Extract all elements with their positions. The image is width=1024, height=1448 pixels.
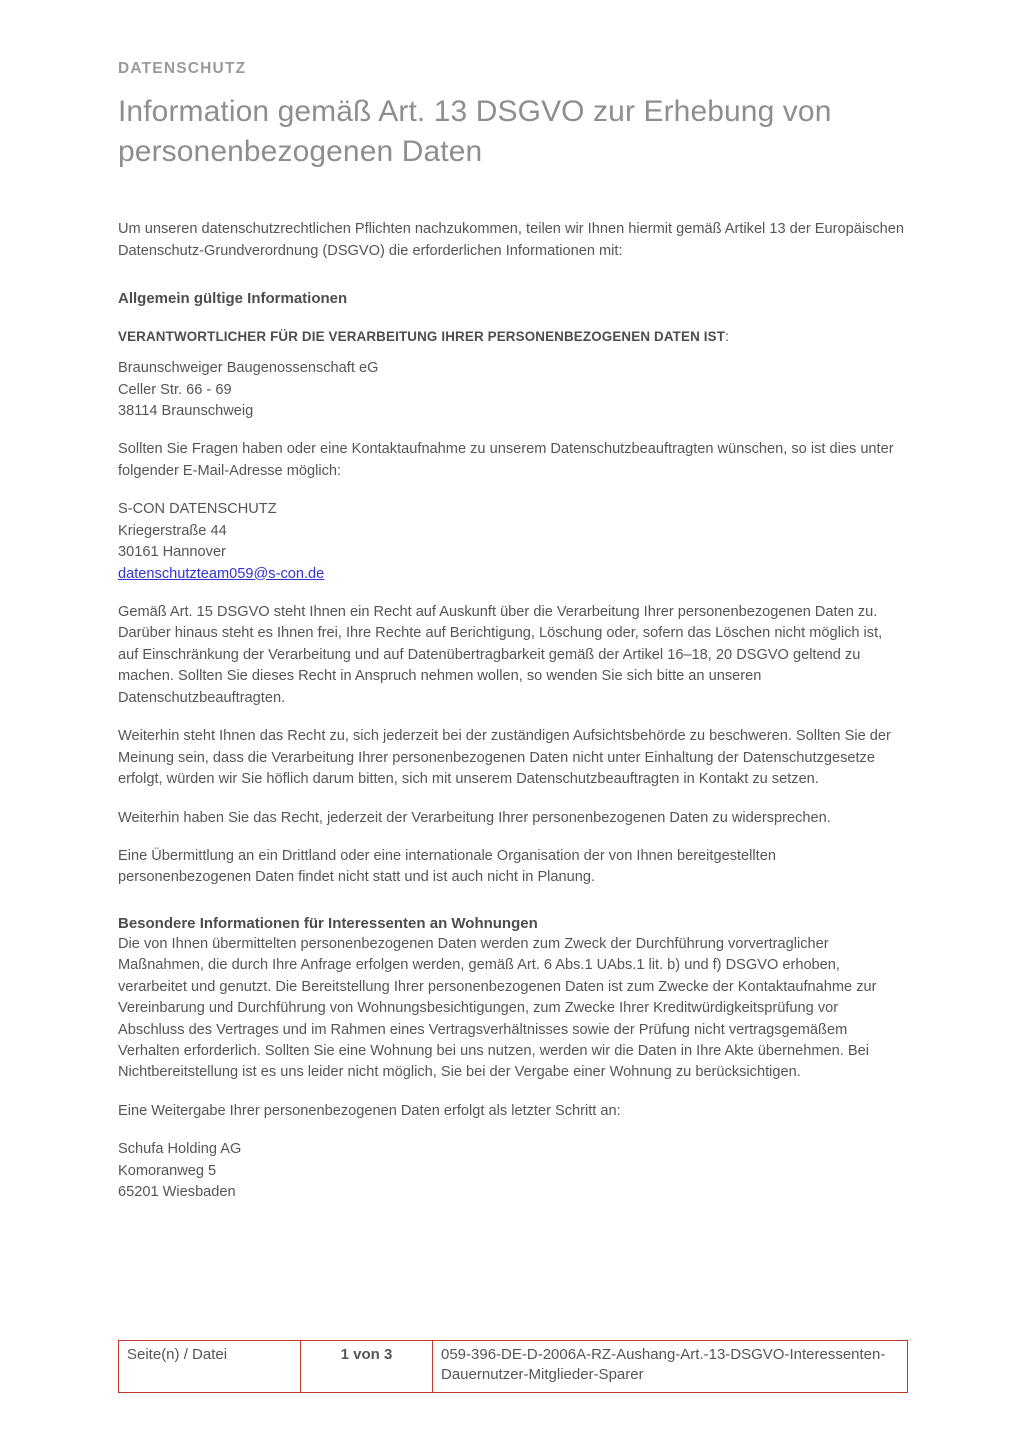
dpo-address-line2: Kriegerstraße 44 — [118, 522, 227, 539]
controller-address-line1: Braunschweiger Baugenossenschaft eG — [118, 360, 379, 377]
dpo-intro-paragraph: Sollten Sie Fragen haben oder eine Kontaktaufnahme zu unserem Datenschutzbeauftragten wünschen, so ist dies unter folgender E-Mail-Adresse möglich: — [118, 441, 894, 479]
paragraph-complaint: Weiterhin steht Ihnen das Recht zu, sich jederzeit bei der zuständigen Aufsichtsbehörde zu beschweren. Sollten Sie der Meinung sein, dass die Verarbeitung Ihrer personenbezogenen Daten nicht unter Einhaltung der Datenschutzgesetze erfolgt, würden wir Sie höflich darum bitten, sich mit unserem Datenschutzbeauftragten in Kontakt zu setzen. — [118, 728, 891, 788]
document-eyebrow: DATENSCHUTZ — [118, 60, 247, 77]
controller-address — [118, 358, 906, 422]
footer-label: Seite(n) / Datei — [119, 1341, 301, 1393]
footer-file-name: 059-396-DE-D-2006A-RZ-Aushang-Art.-13-DSGVO-Interessenten-Dauernutzer-Mitglieder-Sparer — [433, 1341, 908, 1393]
schufa-address-line1: Schufa Holding AG — [118, 1141, 242, 1158]
paragraph-objection: Weiterhin haben Sie das Recht, jederzeit der Verarbeitung Ihrer personenbezogenen Daten zu widersprechen. — [118, 809, 831, 826]
schufa-address-line2: Komoranweg 5 — [118, 1162, 217, 1179]
footer-page-number: 1 von 3 — [301, 1341, 433, 1393]
paragraph-interested: Die von Ihnen übermittelten personenbezogenen Daten werden zum Zweck der Durchführung vorvertraglicher Maßnahmen, die durch Ihre Anfrage erfolgen werden, gemäß Art. 6 Abs.1 UAbs.1 lit. b) und f) DSGVO erhoben, verarbeitet und genutzt. Die Bereitstellung Ihrer personenbezogenen Daten ist zum Zwecke der Kontaktaufnahme zur Vereinbarung und Durchführung von Wohnungsbesichtigungen, zum Zwecke Ihrer Kreditwürdigkeitsprüfung vor Abschluss des Vertrages und im Rahmen eines Vertragsverhältnisses sowie der Prüfung nicht vertragsgemäßem Verhalten erforderlich. Sollten Sie eine Wohnung bei uns nutzen, werden wir die Daten in Ihre Akte übernehmen. Bei Nichtbereitstellung ist es uns leider nicht möglich, Sie bei der Vergabe einer Wohnung zu berücksichtigen. — [118, 935, 877, 1081]
intro-paragraph: Um unseren datenschutzrechtlichen Pflichten nachzukommen, teilen wir Ihnen hiermit gemäß Artikel 13 der Europäischen Datenschutz-Grundverordnung (DSGVO) die erforderlichen Informationen mit: — [118, 221, 905, 259]
controller-heading-text: VERANTWORTLICHER FÜR DIE VERARBEITUNG IHRER PERSONENBEZOGENEN DATEN IST — [118, 329, 726, 345]
dpo-address-line3: 30161 Hannover — [118, 544, 226, 561]
controller-address-line2: Celler Str. 66 - 69 — [118, 381, 232, 398]
schufa-address — [118, 1139, 906, 1203]
paragraph-art15: Gemäß Art. 15 DSGVO steht Ihnen ein Recht auf Auskunft über die Verarbeitung Ihrer personenbezogenen Daten zu. — [118, 604, 878, 620]
controller-address-line3: 38114 Braunschweig — [118, 402, 254, 419]
paragraph-transfer: Eine Übermittlung an ein Drittland oder eine internationale Organisation der von Ihnen bereitgestellten personenbezogenen Daten findet nicht statt und ist auch nicht in Planung. — [118, 847, 776, 886]
controller-heading — [118, 329, 906, 344]
section-heading-general: Allgemein gültige Informationen — [118, 290, 348, 308]
controller-heading-colon: : — [725, 329, 729, 345]
dpo-email-link[interactable]: datenschutzteam059@s-con.de — [118, 565, 325, 582]
paragraph-rights: Darüber hinaus steht es Ihnen frei, Ihre Rechte auf Berichtigung, Löschung oder, sofern das Löschen nicht möglich ist, auf Einschränkung der Verarbeitung und auf Datenübertragbarkeit gemäß der Artikel 16–18, 20 DSGVO geltend zu machen. Sollten Sie dieses Recht in Anspruch nehmen wollen, so wenden Sie sich bitte an unseren Datenschutzbeauftragten. — [118, 625, 883, 706]
page-title: Information gemäß Art. 13 DSGVO zur Erhebung von personenbezogenen Daten — [118, 95, 832, 168]
dpo-address — [118, 499, 906, 585]
section-heading-interested: Besondere Informationen für Interessenten an Wohnungen — [118, 914, 538, 932]
footer-table — [118, 1340, 908, 1393]
paragraph-forward: Eine Weitergabe Ihrer personenbezogenen Daten erfolgt als letzter Schritt an: — [118, 1102, 621, 1119]
dpo-address-line1: S-CON DATENSCHUTZ — [118, 501, 277, 518]
schufa-address-line3: 65201 Wiesbaden — [118, 1184, 236, 1201]
table-row — [119, 1341, 908, 1393]
